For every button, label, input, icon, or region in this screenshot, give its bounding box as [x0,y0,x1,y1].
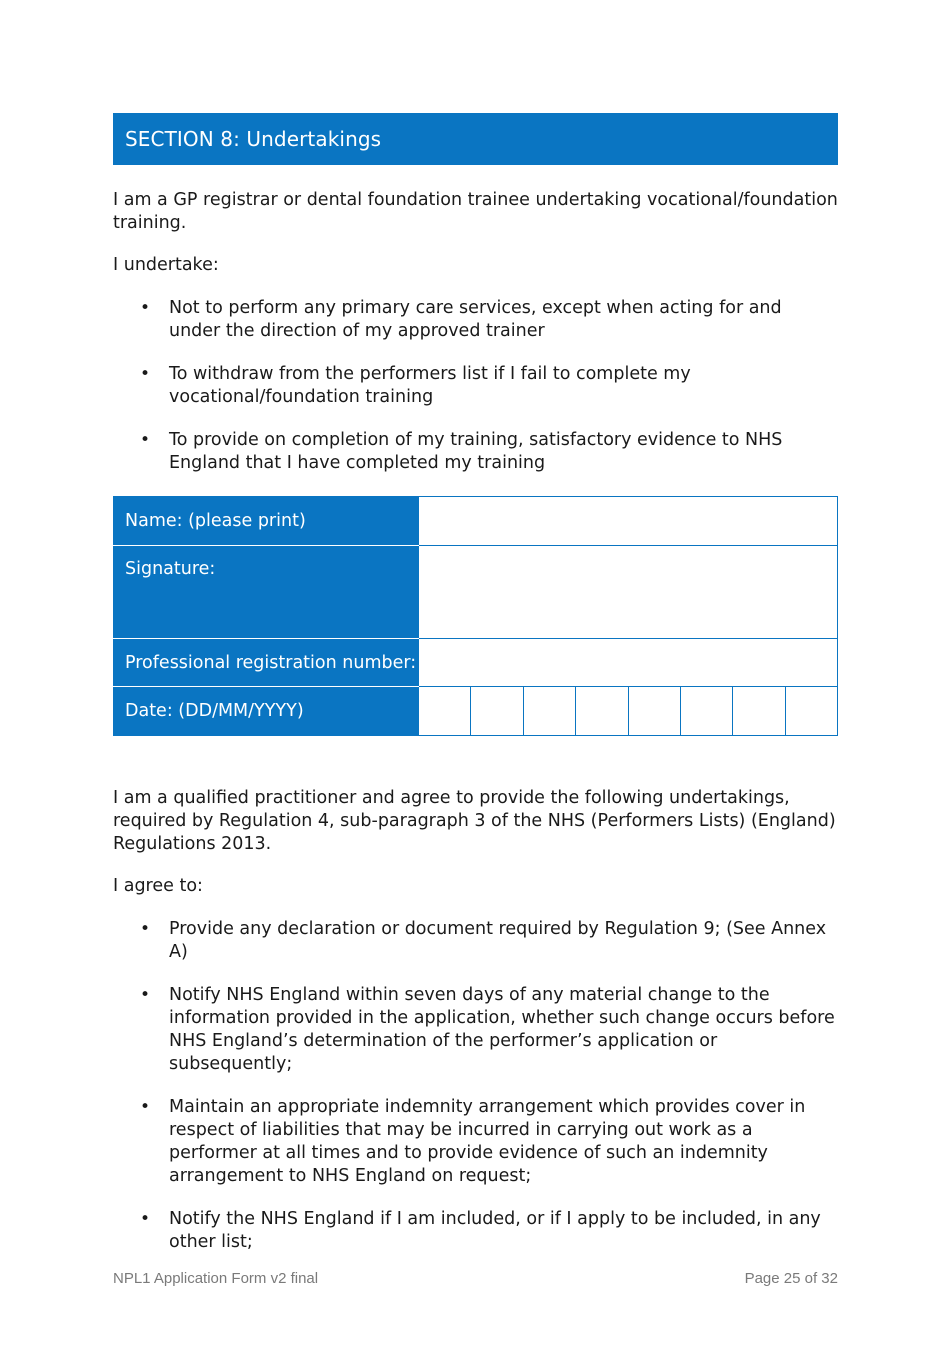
practitioner-lead: I agree to: [113,876,203,896]
page-content [113,113,838,1254]
trainee-intro: I am a GP registrar or dental foundation trainee undertaking vocational/foundation training. [113,190,838,233]
list-item: • Notify the NHS England if I am included, or if I apply to be included, in any other list; [113,1208,838,1254]
list-item: • Not to perform any primary care services, except when acting for and under the direction of my approved trainer [113,297,838,343]
signature-field[interactable] [419,546,838,639]
signature-form [113,496,838,736]
page-number: Page 25 of 32 [744,1270,838,1287]
date-digit-box[interactable] [575,687,627,735]
list-item: • Maintain an appropriate indemnity arrangement which provides cover in respect of liabilities that may be incurred in carrying out work as a performer at all times and to provide evidence of such an indemnity arrangement to NHS England on request; [113,1096,838,1188]
section-title: SECTION 8: Undertakings [113,113,838,165]
name-field[interactable] [419,497,838,546]
document-name: NPL1 Application Form v2 final [113,1270,319,1287]
date-digit-box[interactable] [419,687,470,735]
list-item: • Notify NHS England within seven days of any material change to the information provided in the application, whether such change occurs before NHS England’s determination of the performer’s application or subsequently; [113,984,838,1076]
list-item: • To withdraw from the performers list if I fail to complete my vocational/foundation training [113,363,838,409]
date-digit-box[interactable] [523,687,575,735]
list-item: • Provide any declaration or document required by Regulation 9; (See Annex A) [113,918,838,964]
trainee-lead: I undertake: [113,255,219,275]
signature-label: Signature: [114,546,419,639]
name-label: Name: (please print) [114,497,419,546]
date-digit-box[interactable] [628,687,680,735]
registration-label: Professional registration number: [114,639,419,687]
trainee-undertakings-list [113,297,838,475]
date-digit-box[interactable] [680,687,732,735]
date-field [419,687,838,736]
date-digit-box[interactable] [785,687,837,735]
practitioner-undertakings-list [113,918,838,1254]
date-digit-box[interactable] [470,687,522,735]
list-item: • To provide on completion of my training, satisfactory evidence to NHS England that I have completed my training [113,429,838,475]
date-digit-box[interactable] [732,687,784,735]
practitioner-intro: I am a qualified practitioner and agree to provide the following undertakings, required by Regulation 4, sub-paragraph 3 of the NHS (Performers Lists) (England) Regulations 2013. [113,788,836,854]
registration-number-field[interactable] [419,639,838,687]
date-label: Date: (DD/MM/YYYY) [114,687,419,736]
